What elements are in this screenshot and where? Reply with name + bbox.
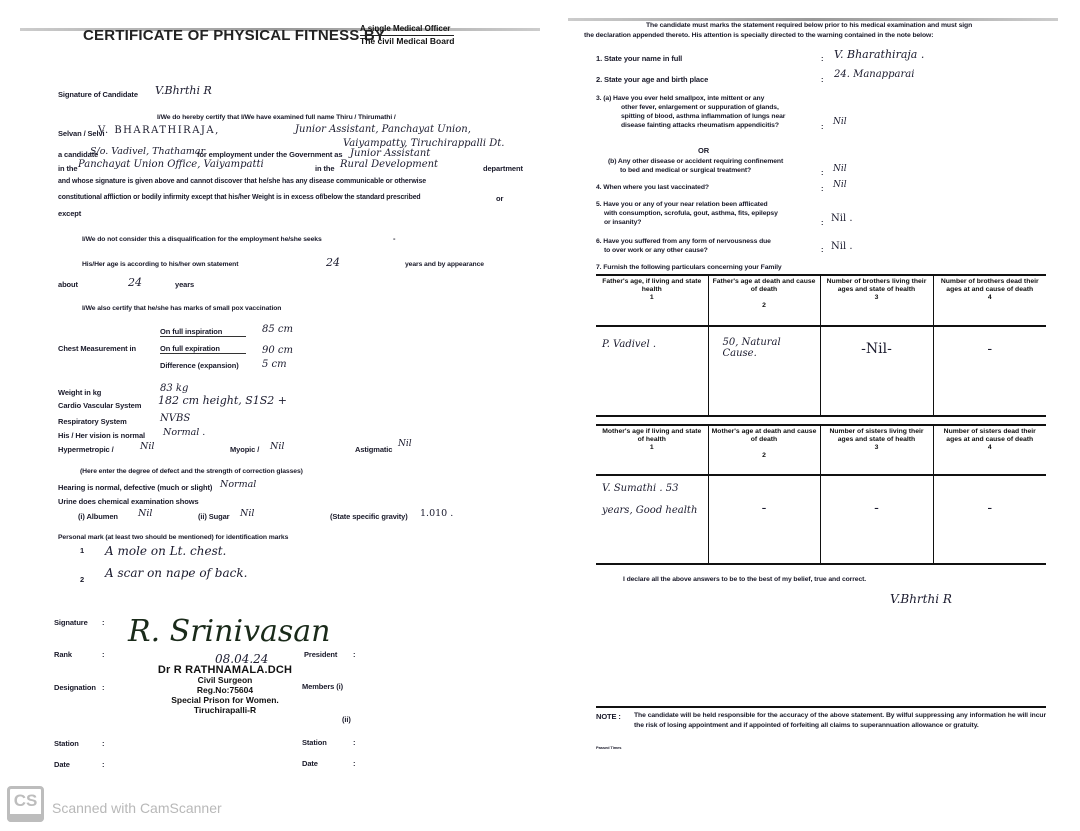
candidate-statement-page — [578, 12, 1058, 772]
mark-1-value: A mole on Lt. chest. — [105, 544, 227, 558]
about-label: about — [58, 280, 78, 289]
signature-of-candidate-label: Signature of Candidate — [58, 90, 138, 99]
or-label: OR — [698, 146, 710, 155]
gravity-value: 1.010 . — [420, 508, 454, 519]
note-divider — [596, 706, 1046, 708]
urine-label: Urine does chemical examination shows — [58, 497, 199, 506]
certificate-title: CERTIFICATE OF PHYSICAL FITNESS BY — [83, 27, 386, 44]
question-6: 6. Have you suffered from any form of nervousness due to over work or any other cause? — [596, 238, 771, 254]
for-employment-label: for employment under the Government as — [197, 150, 343, 159]
gravity-label: (State specific gravity) — [330, 512, 408, 521]
candidate-place: Vaiyampatty, Tiruchirappalli Dt. — [343, 138, 505, 149]
stamp-line-3: Special Prison for Women. — [171, 695, 279, 705]
members-i-label: Members (i) — [302, 682, 343, 691]
question-2: 2. State your age and birth place — [596, 75, 709, 84]
officer-signature: R. Srinivasan — [128, 614, 331, 649]
answer-6: Nil . — [831, 241, 853, 252]
in-the-label: in the — [58, 164, 78, 173]
page-edge — [568, 18, 1058, 21]
question-6-colon: : — [821, 245, 824, 254]
vision-note: (Here enter the degree of defect and the strength of correction glasses) — [80, 468, 303, 475]
father-cell-1: P. Vadivel . — [596, 326, 708, 416]
mother-table-row — [596, 475, 1046, 564]
sign-date: 08.04.24 — [215, 652, 269, 666]
stamp-doctor-name: Dr R RATHNAMALA.DCH — [157, 664, 293, 676]
constitutional-line: constitutional affliction or bodily infirmity except that his/her Weight is in excess of/below the standard prescribed — [58, 194, 421, 201]
board-date-label: Date — [302, 759, 318, 768]
department-value: Rural Development — [340, 159, 439, 170]
years-label: years — [175, 280, 195, 289]
doctor-stamp — [140, 665, 310, 715]
disqualification-value: - — [393, 234, 396, 243]
father-header-4: Number of brothers dead their ages at and cause of death 4 — [933, 275, 1046, 326]
camscanner-watermark-text: Scanned with CamScanner — [52, 800, 222, 816]
age-appearance-label: years and by appearance — [405, 261, 484, 268]
age-statement-value: 24 — [326, 256, 340, 269]
rank-label: Rank — [54, 650, 72, 659]
designation-label: Designation — [54, 683, 96, 692]
stamp-line-1: Civil Surgeon — [197, 675, 253, 685]
note-text: The candidate will be held responsible for the accuracy of the above statement. By wilful suppressing any information he will incur the risk of losing appointment and if appointed of forfeiting all claims to superannuation allowance or gratuity. — [634, 712, 1046, 729]
rank-colon: : — [102, 650, 105, 659]
cardio-label: Cardio Vascular System — [58, 401, 142, 410]
question-7: 7. Furnish the following particulars concerning your Family — [596, 264, 782, 271]
chest-difference-value: 5 cm — [262, 359, 287, 370]
personal-marks-label: Personal mark (at least two should be mentioned) for identification marks — [58, 534, 289, 541]
question-3b: (b) Any other disease or accident requiring confinement to bed and medical or surgical treatment? — [608, 158, 784, 174]
astigmatic-value: Nil — [398, 439, 412, 449]
mark-2-value: A scar on nape of back. — [105, 566, 248, 580]
mother-cell-2: - — [708, 475, 820, 564]
mother-header-3: Number of sisters living their ages and state of health 3 — [820, 425, 933, 475]
hearing-value: Normal — [220, 479, 257, 490]
stamp-line-4: Tiruchirapalli-R — [193, 705, 257, 715]
answer-3b: Nil — [833, 164, 847, 174]
question-3a-colon: : — [821, 122, 824, 131]
board-date-colon: : — [353, 759, 356, 768]
question-5: 5. Have you or any of your near relation been afflicated with consumption, scrofula, gout, asthma, fits, epilepsy or insanity? — [596, 201, 778, 226]
camscanner-logo-icon: CS — [7, 786, 44, 822]
chest-inspiration-label: On full inspiration — [160, 327, 246, 337]
office-value: Panchayat Union Office, Vaiyampatti — [78, 159, 264, 170]
respiratory-label: Respiratory System — [58, 417, 127, 426]
question-5-colon: : — [821, 218, 824, 227]
date-colon: : — [102, 760, 105, 769]
answer-4: Nil — [833, 180, 847, 190]
signature-statement: and whose signature is given above and cannot discover that he/she has any disease communicable or otherwise — [58, 178, 427, 185]
mother-family-table — [596, 424, 1046, 565]
chest-expiration-label: On full expiration — [160, 344, 246, 354]
hypermetropic-label: Hypermetropic / — [58, 445, 114, 454]
answer-3a: Nil — [833, 117, 847, 127]
officer-signature-label: Signature — [54, 618, 88, 627]
footer-small-text: Passed Times — [596, 745, 622, 750]
disqualification-line: I/We do not consider this a disqualification for the employment he/she seeks — [82, 236, 322, 243]
mother-header-4: Number of sisters dead their ages at and cause of death 4 — [933, 425, 1046, 475]
department-label: department — [483, 164, 523, 173]
mark-2-num: 2 — [80, 575, 85, 584]
officer-signature-colon: : — [102, 618, 105, 627]
candidate-declaration-signature: V.Bhrthi R — [890, 592, 952, 606]
stamp-line-2: Reg.No:75604 — [196, 685, 254, 695]
mark-1-num: 1 — [80, 546, 85, 555]
post-value: Junior Assistant — [350, 148, 431, 159]
hypermetropic-value: Nil — [140, 441, 155, 452]
president-colon: : — [353, 650, 356, 659]
question-4-colon: : — [821, 184, 824, 193]
question-1: 1. State your name in full — [596, 54, 683, 63]
members-ii-label: (ii) — [342, 715, 351, 724]
question-1-colon: : — [821, 54, 824, 63]
weight-value: 83 kg — [160, 383, 189, 394]
father-header-1: Father's age, if living and state health 1 — [596, 275, 708, 326]
mother-cell-4: - — [933, 475, 1046, 564]
or-label: or — [496, 194, 504, 203]
answer-2: 24. Manapparai — [834, 69, 915, 80]
question-2-colon: : — [821, 75, 824, 84]
cardio-value: 182 cm height, S1S2 + — [158, 394, 288, 407]
father-header-2: Father's age at death and cause of death 2 — [708, 275, 820, 326]
except-label: except — [58, 209, 82, 218]
answer-1: V. Bharathiraja . — [834, 48, 925, 61]
age-statement-label: His/Her age is according to his/her own statement — [82, 261, 239, 268]
mother-cell-1: V. Sumathi . 53 years, Good health — [596, 475, 708, 564]
sugar-value: Nil — [240, 508, 255, 519]
albumen-value: Nil — [138, 508, 153, 519]
title-options — [360, 24, 454, 46]
intro-line-2: the declaration appended thereto. His attention is specially directed to the warning contained in the note below: — [584, 32, 934, 39]
vision-label: His / Her vision is normal — [58, 431, 146, 440]
title-option-medical-board: The civil Medical Board — [360, 36, 455, 46]
station-colon: : — [102, 739, 105, 748]
candidate-label: a candidate — [58, 150, 99, 159]
vaccination-line: I/We also certify that he/she has marks of small pox vaccination — [82, 305, 282, 312]
father-header-3: Number of brothers living their ages and state of health 3 — [820, 275, 933, 326]
note-label: NOTE : — [596, 712, 621, 721]
selvan-label: Selvan / Selvi — [58, 129, 105, 138]
certificate-page — [20, 8, 540, 778]
mother-header-1: Mother's age if living and state of health 1 — [596, 425, 708, 475]
question-4: 4. When where you last vaccinated? — [596, 184, 709, 191]
board-station-label: Station — [302, 738, 327, 747]
designation-colon: : — [102, 683, 105, 692]
about-value: 24 — [128, 276, 142, 289]
in-the-label-2: in the — [315, 164, 335, 173]
vision-value: Normal . — [163, 427, 206, 438]
declaration-text: I declare all the above answers to be to the best of my belief, true and correct. — [623, 576, 867, 583]
candidate-designation: Junior Assistant, Panchayat Union, — [295, 124, 471, 135]
albumen-label: (i) Albumen — [78, 512, 118, 521]
candidate-parent: S/o. Vadivel, Thathamar — [90, 146, 206, 157]
myopic-label: Myopic / — [230, 445, 260, 454]
question-3a: 3. (a) Have you ever held smallpox, inte mittent or any other fever, enlargement or suppuration of glands, spitting of blood, asthma inflammation of lungs near disease fainting attacks rheumatism appendicitis? — [596, 95, 786, 129]
answer-5: Nil . — [831, 213, 853, 224]
board-station-colon: : — [353, 738, 356, 747]
hearing-label: Hearing is normal, defective (much or slight) — [58, 483, 213, 492]
father-cell-4: - — [933, 326, 1046, 416]
candidate-signature: V.Bhrthi R — [155, 84, 212, 97]
chest-measurement-label: Chest Measurement in — [58, 344, 137, 353]
respiratory-value: NVBS — [160, 413, 191, 424]
father-family-table — [596, 274, 1046, 417]
chest-expiration-value: 90 cm — [262, 345, 293, 356]
candidate-name: V. BHARATHIRAJA, — [98, 125, 220, 136]
station-label: Station — [54, 739, 79, 748]
chest-difference-label: Difference (expansion) — [160, 361, 239, 370]
title-option-single-officer: A single Medical Officer — [360, 24, 454, 36]
mother-cell-3: - — [820, 475, 933, 564]
intro-line-1: The candidate must marks the statement required below prior to his medical examination and must sign — [646, 22, 973, 29]
myopic-value: Nil — [270, 441, 285, 452]
weight-label: Weight in kg — [58, 388, 102, 397]
question-3b-colon: : — [821, 168, 824, 177]
father-cell-3: -Nil- — [820, 326, 933, 416]
sugar-label: (ii) Sugar — [198, 512, 230, 521]
date-label: Date — [54, 760, 70, 769]
president-label: President — [304, 650, 338, 659]
astigmatic-label: Astigmatic — [355, 445, 393, 454]
father-cell-2: 50, Natural Cause. — [708, 326, 820, 416]
certify-line: I/We do hereby certify that I/We have examined full name Thiru / Thirumathi / — [157, 114, 396, 121]
mother-header-2: Mother's age at death and cause of death 2 — [708, 425, 820, 475]
father-table-row — [596, 326, 1046, 416]
chest-inspiration-value: 85 cm — [262, 324, 293, 335]
